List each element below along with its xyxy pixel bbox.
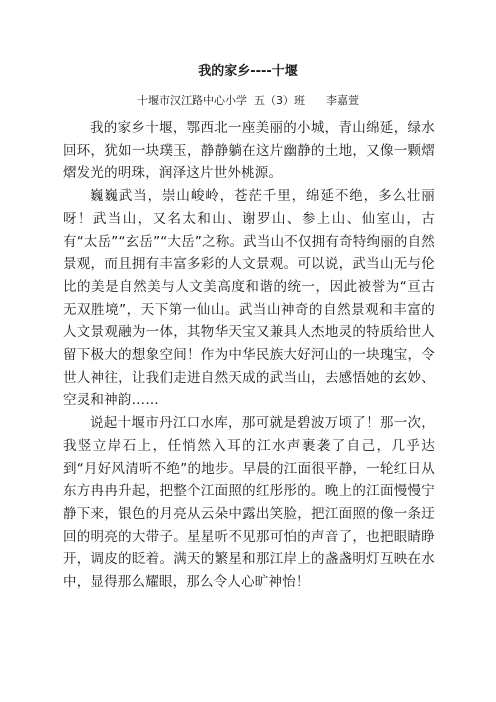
essay-body — [63, 117, 435, 594]
document-title: 我的家乡----十堰 — [198, 64, 298, 79]
paragraph-danjiangkou: 说起十堰市丹江口水库，那可就是碧波万顷了！那一次，我竖立岸石上，任悄然入耳的江水声裹袭了自己，几乎达到“月好风清听不绝”的地步。早晨的江面很平静，一轮红日从东方冉冉升起，把整个江面照的红彤彤的。晚上的江面慢慢宁静下来，银色的月亮从云朵中露出笑脸，把江面照的像一条迂回的明亮的大带子。星星听不见那可怕的声音了，也把眼睛睁开，调皮的眨着。满天的繁星和那江岸上的盏盏明灯互映在水中，显得那么耀眼，那么令人心旷神怡！ — [63, 415, 435, 591]
author-byline: 十堰市汉江路中心小学 五（3）班 李嘉萱 — [137, 94, 359, 107]
paragraph-wudang: 巍巍武当，崇山峻岭，苍茫千里，绵延不绝，多么壮丽呀！武当山，又名太和山、谢罗山、参上山、仙室山，古有“太岳”“玄岳”“大岳”之称。武当山不仅拥有奇特绚丽的自然景观，而且拥有丰富多彩的人文景观。可以说，武当山无与伦比的美是自然美与人文美高度和谐的统一，因此被誉为“亘古无双胜境”，天下第一仙山。武当山神奇的自然景观和丰富的人文景观融为一体，其物华天宝又兼具人杰地灵的特质给世人留下极大的想象空间！作为中华民族大好河山的一块瑰宝，令世人神往，让我们走进自然天成的武当山，去感悟她的玄妙、空灵和神韵…… — [63, 188, 435, 409]
paragraph-intro: 我的家乡十堰，鄂西北一座美丽的小城，青山绵延，绿水回环，犹如一块璞玉，静静躺在这片幽静的土地，又像一颗熠熠发光的明珠，润泽这片世外桃源。 — [63, 120, 435, 182]
